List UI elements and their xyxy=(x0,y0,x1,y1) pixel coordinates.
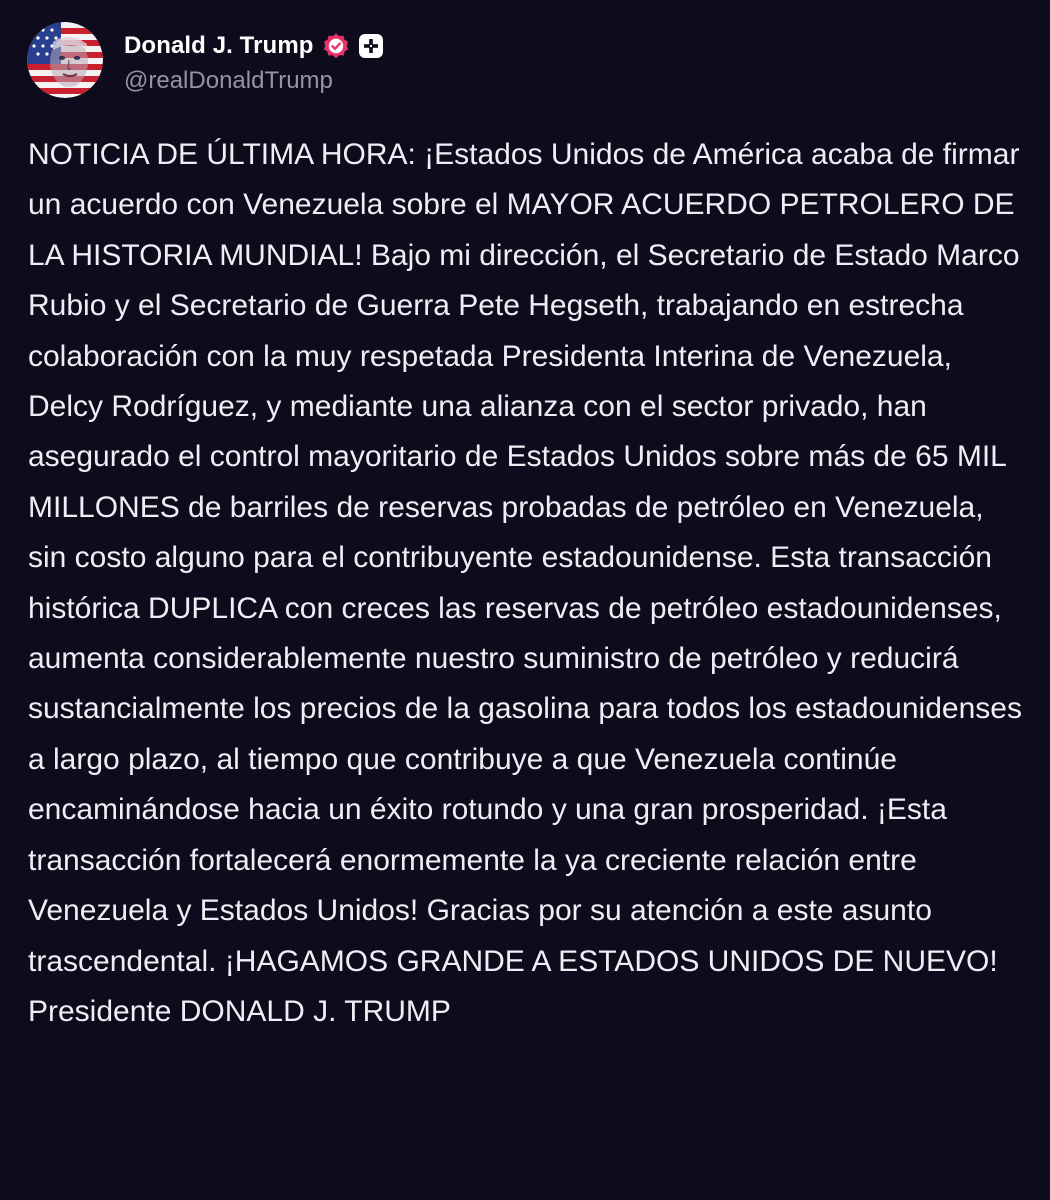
verified-badge-icon xyxy=(322,32,350,60)
author-identity xyxy=(124,25,384,95)
post-header xyxy=(27,22,384,98)
flag-portrait-avatar-icon xyxy=(27,22,103,98)
author-handle[interactable]: @realDonaldTrump xyxy=(124,67,333,94)
author-name-row xyxy=(124,25,384,67)
plus-badge-icon xyxy=(358,33,384,59)
post-body-text: NOTICIA DE ÚLTIMA HORA: ¡Estados Unidos de América acaba de firmar un acuerdo con Venezuela sobre el MAYOR ACUERDO PETROLERO DE LA HISTORIA MUNDIAL! Bajo mi dirección, el Secretario de Estado Marco Rubio y el Secretario de Guerra Pete Hegseth, trabajando en estrecha colaboración con la muy respetada Presidenta Interina de Venezuela, Delcy Rodríguez, y mediante una alianza con el sector privado, han asegurado el control mayoritario de Estados Unidos sobre más de 65 MIL MILLONES de barriles de reservas probadas de petróleo en Venezuela, sin costo alguno para el contribuyente estadounidense. Esta transacción histórica DUPLICA con creces las reservas de petróleo estadounidenses, aumenta considerablemente nuestro suministro de petróleo y reducirá sustancialmente los precios de la gasolina para todos los estadounidenses a largo plazo, al tiempo que contribuye a que Venezuela continúe encaminándose hacia un éxito rotundo y una gran prosperidad. ¡Esta transacción fortalecerá enormemente la ya creciente relación entre Venezuela y Estados Unidos! Gracias por su atención a este asunto trascendental. ¡HAGAMOS GRANDE A ESTADOS UNIDOS DE NUEVO! Presidente DONALD J. TRUMP xyxy=(28,138,1022,1028)
avatar[interactable] xyxy=(27,22,103,98)
author-display-name[interactable]: Donald J. Trump xyxy=(124,32,314,59)
